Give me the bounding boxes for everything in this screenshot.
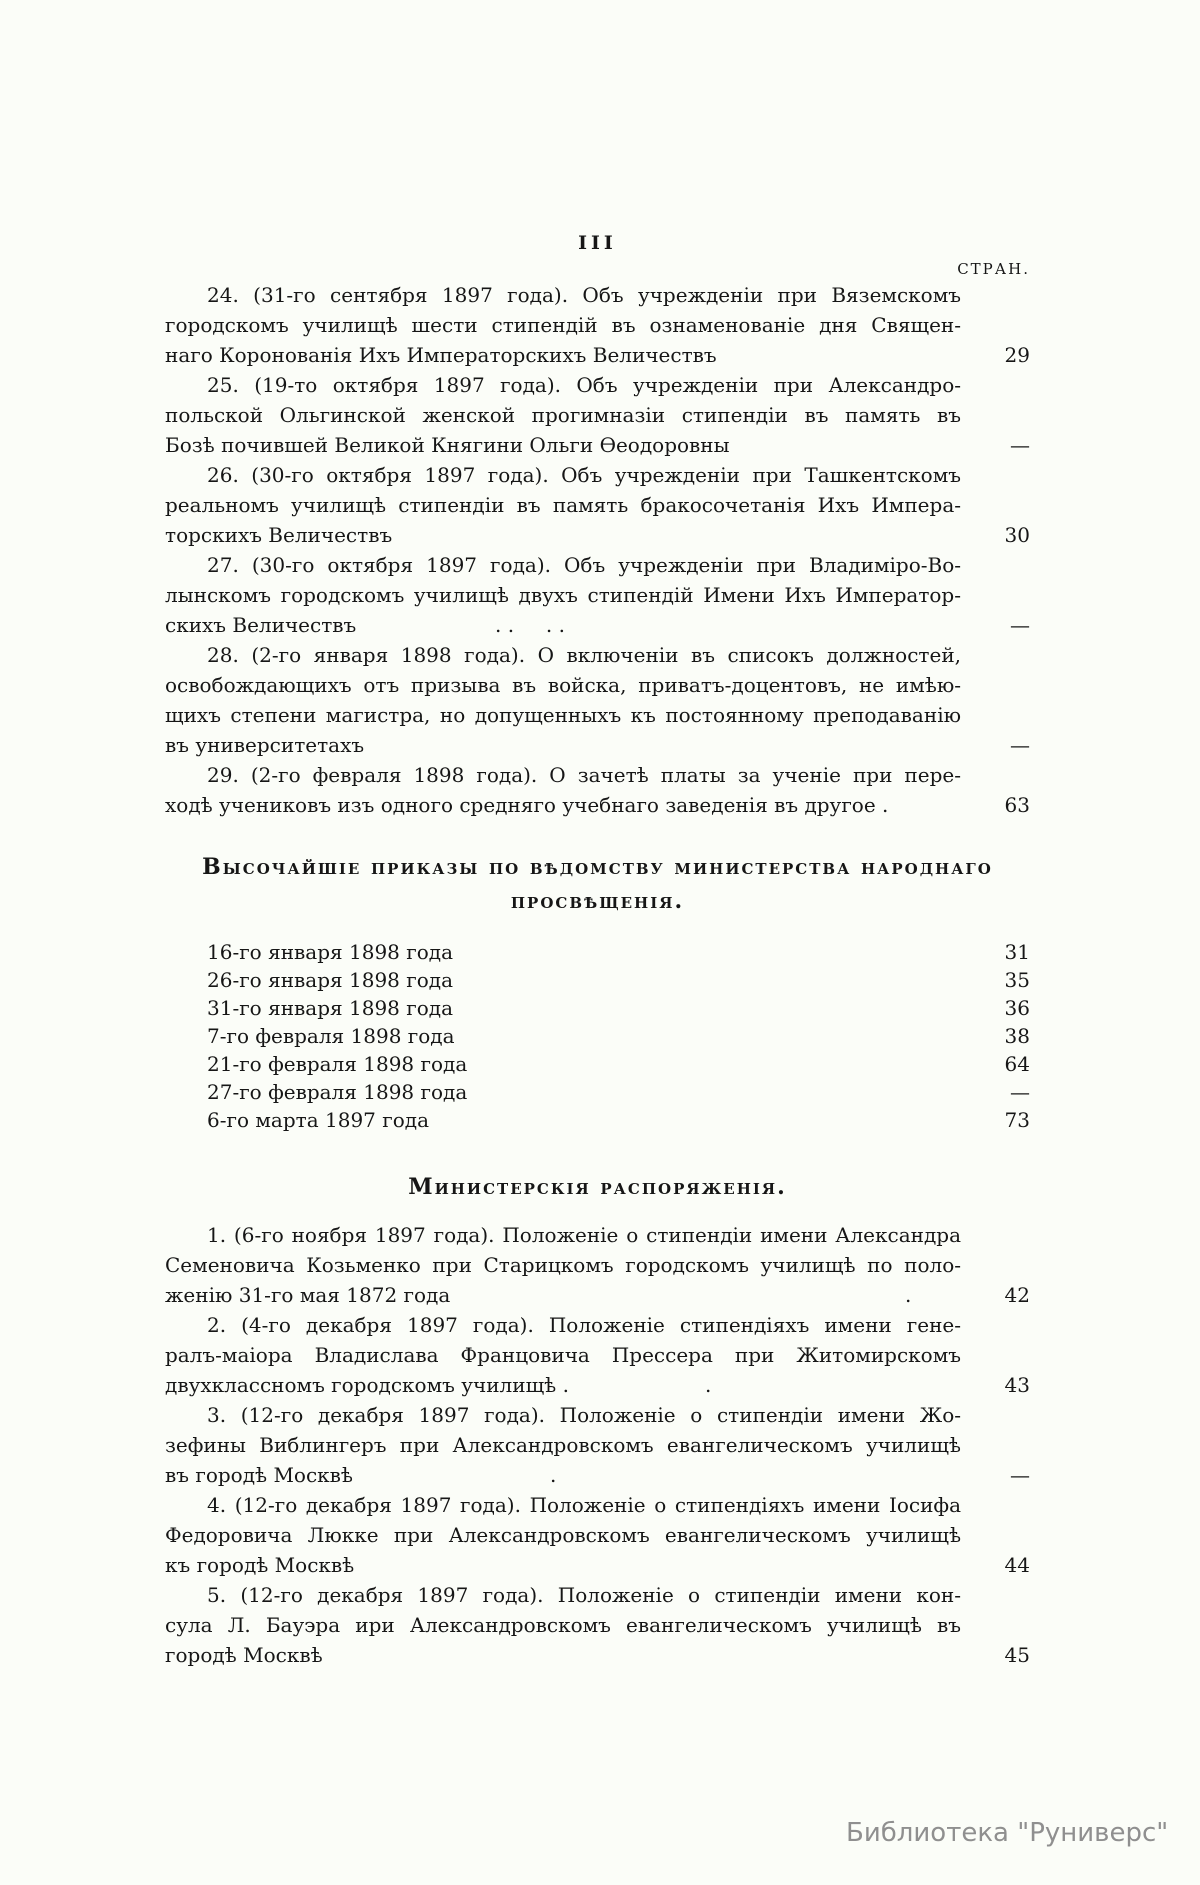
toc-entry <box>165 1580 1030 1670</box>
toc-entry-page: — <box>1010 1463 1030 1487</box>
toc-entry-line: женію 31-го мая 1872 года . <box>165 1280 961 1310</box>
toc-entry-line: 24. (31-го сентября 1897 года). Объ учрежденіи при Вяземскомъ <box>207 283 961 307</box>
toc-entry-line: 1. (6-го ноября 1897 года). Положеніе о стипендіи имени Александра <box>207 1223 961 1247</box>
toc-entry-page: — <box>1010 433 1030 457</box>
toc-entry <box>165 460 1030 550</box>
date-label: 21-го февраля 1898 года <box>207 1052 468 1076</box>
date-label: 26-го января 1898 года <box>207 968 454 992</box>
toc-entry-line: городскомъ училищѣ шести стипендій въ ознаменованіе дня Священ- <box>165 313 961 337</box>
toc-entry-line: Федоровича Люкке при Александровскомъ евангелическомъ училищѣ <box>165 1523 961 1547</box>
toc-entry-line: 26. (30-го октября 1897 года). Объ учрежденіи при Ташкентскомъ <box>207 463 961 487</box>
toc-entry-line: Семеновича Козьменко при Старицкомъ городскомъ училищѣ по поло- <box>165 1253 961 1277</box>
toc-entry-page: 43 <box>1004 1373 1030 1397</box>
toc-entry-line: польской Ольгинской женской прогимназіи стипендіи въ память въ <box>165 403 961 427</box>
toc-entries-top <box>165 280 1030 820</box>
leader-dots: . <box>550 1463 557 1487</box>
toc-entry-page: — <box>1010 733 1030 757</box>
toc-entry-line: наго Коронованія Ихъ Императорскихъ Величествъ <box>165 343 717 367</box>
imperial-orders-date-list <box>165 938 1030 1134</box>
date-row <box>165 1106 1030 1134</box>
toc-entry-line: ралъ-маіора Владислава Францовича Прессера при Житомирскомъ <box>165 1343 961 1367</box>
toc-entry-line: 4. (12-го декабря 1897 года). Положеніе о стипендіяхъ имени Іосифа <box>207 1493 961 1517</box>
page-number: III <box>578 232 617 254</box>
toc-entry-line: двухклассномъ городскомъ училищѣ . . <box>165 1370 961 1400</box>
toc-entry <box>165 640 1030 760</box>
section-heading-line1: Высочайшіе приказы по вѣдомству министерства народнаго <box>202 854 993 880</box>
toc-entry-line: въ университетахъ <box>165 733 365 757</box>
toc-entry-line: Бозѣ почившей Великой Княгини Ольги Ѳеодоровны <box>165 433 730 457</box>
leader-dots: . . . . <box>495 613 565 637</box>
date-row <box>165 938 1030 966</box>
toc-entry-page: — <box>1010 613 1030 637</box>
date-page: 35 <box>1004 968 1030 992</box>
toc-entry-line: зефины Виблингеръ при Александровскомъ евангелическомъ училищѣ <box>165 1433 961 1457</box>
toc-entry-page: 63 <box>1004 793 1030 817</box>
date-row <box>165 994 1030 1022</box>
toc-entry-line: 2. (4-го декабря 1897 года). Положеніе стипендіяхъ имени гене- <box>207 1313 961 1337</box>
section-heading-line2: просвѣщенія. <box>510 888 685 914</box>
date-page: 36 <box>1004 996 1030 1020</box>
date-row <box>165 1078 1030 1106</box>
date-page: 73 <box>1004 1108 1030 1132</box>
toc-entry <box>165 550 1030 640</box>
date-label: 6-го марта 1897 года <box>207 1108 430 1132</box>
date-label: 7-го февраля 1898 года <box>207 1024 455 1048</box>
toc-entry <box>165 1310 1030 1400</box>
toc-entry-line: въ городѣ Москвѣ . <box>165 1460 961 1490</box>
toc-entry <box>165 760 1030 820</box>
toc-entry-line: городѣ Москвѣ <box>165 1643 323 1667</box>
toc-entry-line: 5. (12-го декабря 1897 года). Положеніе о стипендіи имени кон- <box>207 1583 961 1607</box>
date-row <box>165 966 1030 994</box>
toc-entries-ministerial <box>165 1220 1030 1670</box>
watermark: Библиотека "Руниверс" <box>846 1818 1169 1848</box>
page-content <box>165 0 1030 1670</box>
section-heading-imperial-orders <box>165 850 1030 918</box>
date-label: 27-го февраля 1898 года <box>207 1080 468 1104</box>
toc-entry <box>165 370 1030 460</box>
date-label: 31-го января 1898 года <box>207 996 454 1020</box>
toc-entry-line: ходѣ учениковъ изъ одного средняго учебнаго заведенія въ другое . <box>165 793 889 817</box>
toc-entry-page: 44 <box>1004 1553 1030 1577</box>
toc-entry-line: 28. (2-го января 1898 года). О включеніи въ списокъ должностей, <box>207 643 961 667</box>
toc-entry-line: 29. (2-го февраля 1898 года). О зачетѣ платы за ученіе при пере- <box>207 763 961 787</box>
date-row <box>165 1022 1030 1050</box>
toc-entry-line: освобождающихъ отъ призыва въ войска, приватъ-доцентовъ, не имѣю- <box>165 673 961 697</box>
toc-entry-line: щихъ степени магистра, но допущенныхъ къ постоянному преподаванію <box>165 703 961 727</box>
toc-entry-line: 25. (19-то октября 1897 года). Объ учрежденіи при Александро- <box>207 373 961 397</box>
toc-entry-line: 3. (12-го декабря 1897 года). Положеніе о стипендіи имени Жо- <box>207 1403 961 1427</box>
page-column-header: СТРАН. <box>957 260 1030 278</box>
toc-entry-page: 29 <box>1004 343 1030 367</box>
toc-entry-line: скихъ Величествъ . . . . <box>165 610 961 640</box>
leader-dots: . <box>705 1373 712 1397</box>
toc-entry-page: 30 <box>1004 523 1030 547</box>
date-row <box>165 1050 1030 1078</box>
toc-entry-page: 45 <box>1004 1643 1030 1667</box>
date-page: 38 <box>1004 1024 1030 1048</box>
leader-dots: . <box>905 1283 912 1307</box>
toc-entry-line: сула Л. Бауэра ири Александровскомъ евангелическомъ училищѣ въ <box>165 1613 961 1637</box>
toc-entry <box>165 280 1030 370</box>
toc-entry-line: лынскомъ городскомъ училищѣ двухъ стипендій Имени Ихъ Император- <box>165 583 961 607</box>
toc-entry-page: 42 <box>1004 1283 1030 1307</box>
toc-entry <box>165 1220 1030 1310</box>
date-page: 64 <box>1004 1052 1030 1076</box>
section-heading-ministerial: Министерскія распоряженія. <box>408 1174 787 1200</box>
date-page: — <box>1010 1080 1030 1104</box>
toc-entry-line: реальномъ училищѣ стипендіи въ память бракосочетанія Ихъ Импера- <box>165 493 961 517</box>
toc-entry-line: торскихъ Величествъ <box>165 523 393 547</box>
date-page: 31 <box>1004 940 1030 964</box>
toc-entry-line: къ городѣ Москвѣ <box>165 1553 355 1577</box>
date-label: 16-го января 1898 года <box>207 940 454 964</box>
toc-entry <box>165 1490 1030 1580</box>
toc-entry-line: 27. (30-го октября 1897 года). Объ учрежденіи при Владиміро-Во- <box>207 553 961 577</box>
toc-entry <box>165 1400 1030 1490</box>
